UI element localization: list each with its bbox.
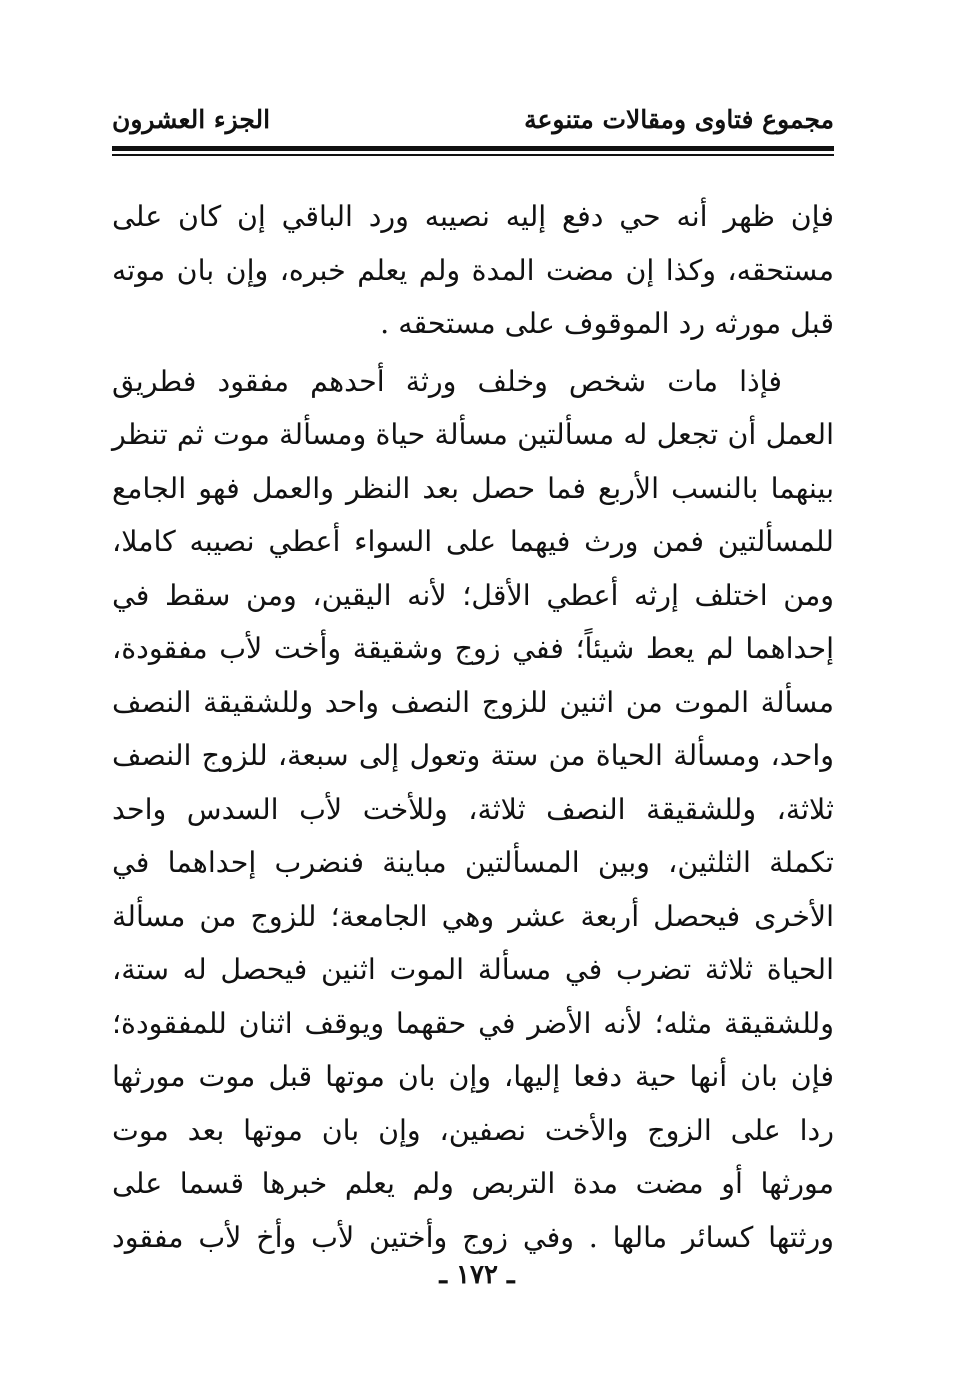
header-volume: الجزء العشرون <box>112 105 271 134</box>
text-line: فإن بان أنها حية دفعا إليها، وإن بان موتها قبل موت مورثها <box>112 1060 834 1093</box>
running-header <box>112 100 834 140</box>
text-line: الحياة ثلاثة تضرب في مسألة الموت اثنين فيحصل له ستة، <box>112 953 834 986</box>
text-line: للمسألتين فمن ورث فيهما على السواء أعطي نصيبه كاملا، <box>112 525 834 558</box>
text-line: فإن ظهر أنه حي دفع إليه نصيبه ورد الباقي إن كان على <box>112 200 834 233</box>
text-line: قبل مورثه رد الموقوف على مستحقه . <box>380 307 834 340</box>
text-line: ومن اختلف إرثه أعطي الأقل؛ لأنه اليقين، ومن سقط في <box>112 578 834 612</box>
body-text <box>112 190 834 1264</box>
text-line: ردا على الزوج والأخت نصفين، وإن بان موتها بعد موت <box>112 1113 834 1147</box>
text-line: إحداهما لم يعط شيئاً؛ ففي زوج وشقيقة وأخت لأب مفقودة، <box>112 632 834 665</box>
header-rule-thin <box>112 154 834 156</box>
text-line: الأخرى فيحصل أربعة عشر وهي الجامعة؛ للزوج من مسألة <box>112 899 834 933</box>
text-line: مورثها أو مضت مدة التربص ولم يعلم خبرها قسما على <box>112 1167 834 1200</box>
text-line: العمل أن تجعل له مسألتين مسألة حياة ومسألة موت ثم تنظر <box>112 418 834 451</box>
text-line: بينهما بالنسب الأربع فما حصل بعد النظر والعمل فهو الجامع <box>112 471 834 505</box>
text-line: وللشقيقة مثله؛ لأنه الأضر في حقهما ويوقف اثنان للمفقودة؛ <box>112 1006 834 1040</box>
header-rule-thick <box>112 146 834 151</box>
page-number: ـ ١٧٢ ـ <box>439 1260 515 1290</box>
text-line: واحد، ومسألة الحياة من ستة وتعول إلى سبعة، للزوج النصف <box>112 739 834 772</box>
header-book-title: مجموع فتاوى ومقالات متنوعة <box>524 105 834 134</box>
text-line: تكملة الثلثين، وبين المسألتين مباينة فنضرب إحداهما في <box>112 846 834 879</box>
text-line: فإذا مات شخص وخلف ورثة أحدهم مفقود فطريق <box>112 364 782 398</box>
text-line: ثلاثة، وللشقيقة النصف ثلاثة، وللأخت لأب السدس واحد <box>112 792 834 826</box>
text-line: ورثتها كسائر مالها . وفي زوج وأختين لأب وأخ لأب مفقود <box>112 1220 834 1254</box>
text-line: مستحقه، وكذا إن مضت المدة ولم يعلم خبره، وإن بان موته <box>112 253 834 287</box>
text-line: مسألة الموت من اثنين للزوج النصف واحد وللشقيقة النصف <box>112 685 834 719</box>
